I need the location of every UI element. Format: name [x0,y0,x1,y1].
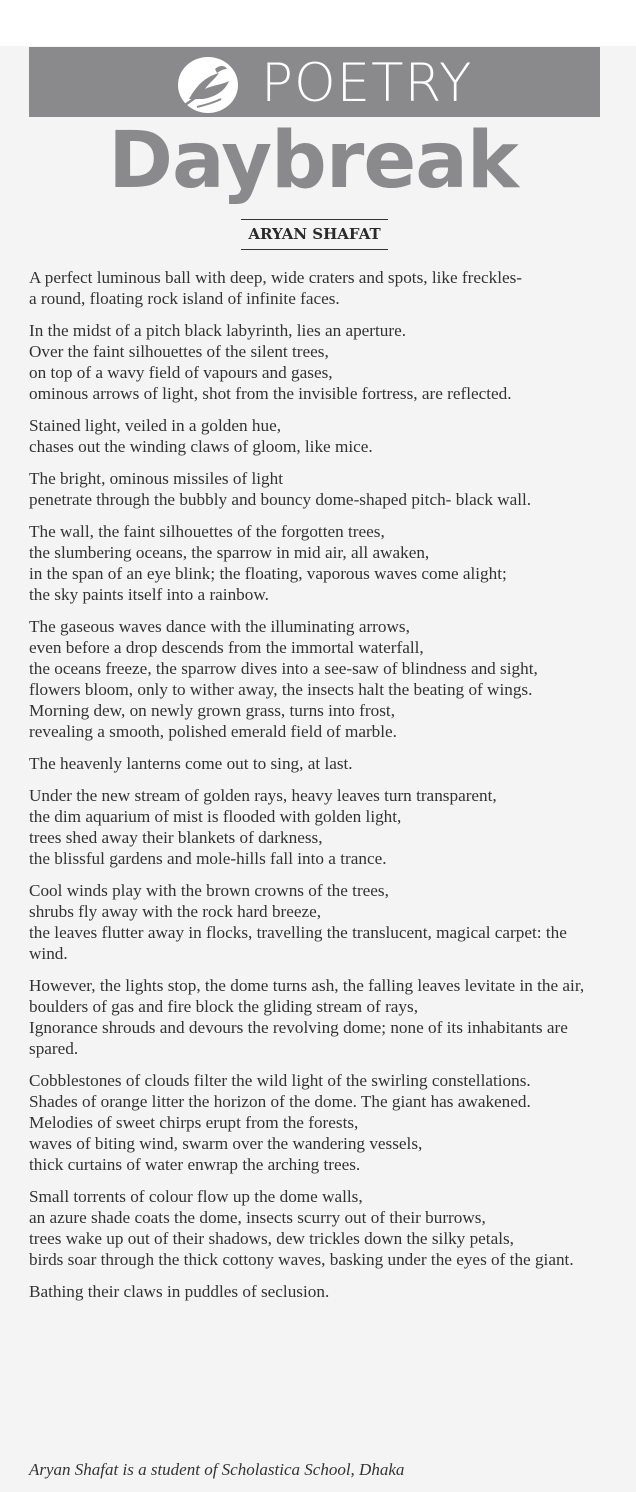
poem-line: chases out the winding claws of gloom, like mice. [29,437,373,456]
poem-line: the sky paints itself into a rainbow. [29,585,269,604]
stanza [29,1281,601,1302]
poem-line: The bright, ominous missiles of light [29,469,283,488]
stanza [29,975,601,1059]
poem-line: the slumbering oceans, the sparrow in mid air, all awaken, [29,543,430,562]
stanza [29,468,601,510]
poem-line: on top of a wavy field of vapours and gases, [29,363,333,382]
poem-line: a round, floating rock island of infinite faces. [29,289,340,308]
poem-body [29,267,601,1313]
stanza [29,1186,601,1270]
poem-line: Small torrents of colour flow up the dome walls, [29,1187,363,1206]
poem-line: The wall, the faint silhouettes of the forgotten trees, [29,522,385,541]
poem-line: the oceans freeze, the sparrow dives into a see-saw of blindness and sight, [29,659,538,678]
poem-line: revealing a smooth, polished emerald field of marble. [29,722,397,741]
poem-line: waves of biting wind, swarm over the wandering vessels, [29,1134,423,1153]
poem-line: Melodies of sweet chirps erupt from the forests, [29,1113,359,1132]
poem-line: shrubs fly away with the rock hard breeze, [29,902,322,921]
poem-line: an azure shade coats the dome, insects scurry out of their burrows, [29,1208,486,1227]
poem-line: the blissful gardens and mole-hills fall into a trance. [29,849,387,868]
stanza [29,415,601,457]
poem-line: flowers bloom, only to wither away, the insects halt the beating of wings. [29,680,533,699]
poem-line: thick curtains of water enwrap the arching trees. [29,1155,361,1174]
poem-line: boulders of gas and fire block the gliding stream of rays, [29,997,419,1016]
poem-line: birds soar through the thick cottony waves, basking under the eyes of the giant. [29,1250,574,1269]
section-label: POETRY [261,53,473,114]
author-credit: Aryan Shafat is a student of Scholastica School, Dhaka [29,1460,405,1479]
bird-with-quill-icon [175,55,241,115]
stanza [29,753,601,774]
poem-line: In the midst of a pitch black labyrinth, lies an aperture. [29,321,407,340]
poem-line: the leaves flutter away in flocks, travelling the translucent, magical carpet: the wind. [29,923,567,963]
poem-line: The gaseous waves dance with the illuminating arrows, [29,617,410,636]
stanza [29,320,601,404]
poem-line: penetrate through the bubbly and bouncy dome-shaped pitch- black wall. [29,490,532,509]
stanza [29,1070,601,1175]
poem-line: Bathing their claws in puddles of seclusion. [29,1282,330,1301]
poem-line: Shades of orange litter the horizon of the dome. The giant has awakened. [29,1092,531,1111]
poem-title: Daybreak [108,116,518,206]
poem-line: trees shed away their blankets of darkness, [29,828,323,847]
poem-line: A perfect luminous ball with deep, wide craters and spots, like freckles- [29,268,523,287]
poem-line: Stained light, veiled in a golden hue, [29,416,282,435]
poem-line: ominous arrows of light, shot from the invisible fortress, are reflected. [29,384,512,403]
poem-line: Cool winds play with the brown crowns of the trees, [29,881,389,900]
poem-line: Over the faint silhouettes of the silent trees, [29,342,329,361]
stanza [29,880,601,964]
stanza [29,785,601,869]
poem-line: the dim aquarium of mist is flooded with golden light, [29,807,402,826]
poem-line: even before a drop descends from the immortal waterfall, [29,638,424,657]
author-byline: ARYAN SHAFAT [241,219,388,250]
poem-line: However, the lights stop, the dome turns ash, the falling leaves levitate in the air, [29,976,585,995]
poem-line: The heavenly lanterns come out to sing, at last. [29,754,353,773]
poem-line: in the span of an eye blink; the floating, vaporous waves come alight; [29,564,507,583]
stanza [29,267,601,309]
poem-line: Morning dew, on newly grown grass, turns into frost, [29,701,395,720]
poem-line: Ignorance shrouds and devours the revolving dome; none of its inhabitants are spared. [29,1018,568,1058]
top-margin [0,0,636,46]
stanza [29,521,601,605]
poem-line: trees wake up out of their shadows, dew trickles down the silky petals, [29,1229,514,1248]
stanza [29,616,601,742]
poem-line: Under the new stream of golden rays, heavy leaves turn transparent, [29,786,497,805]
poem-line: Cobblestones of clouds filter the wild light of the swirling constellations. [29,1071,531,1090]
